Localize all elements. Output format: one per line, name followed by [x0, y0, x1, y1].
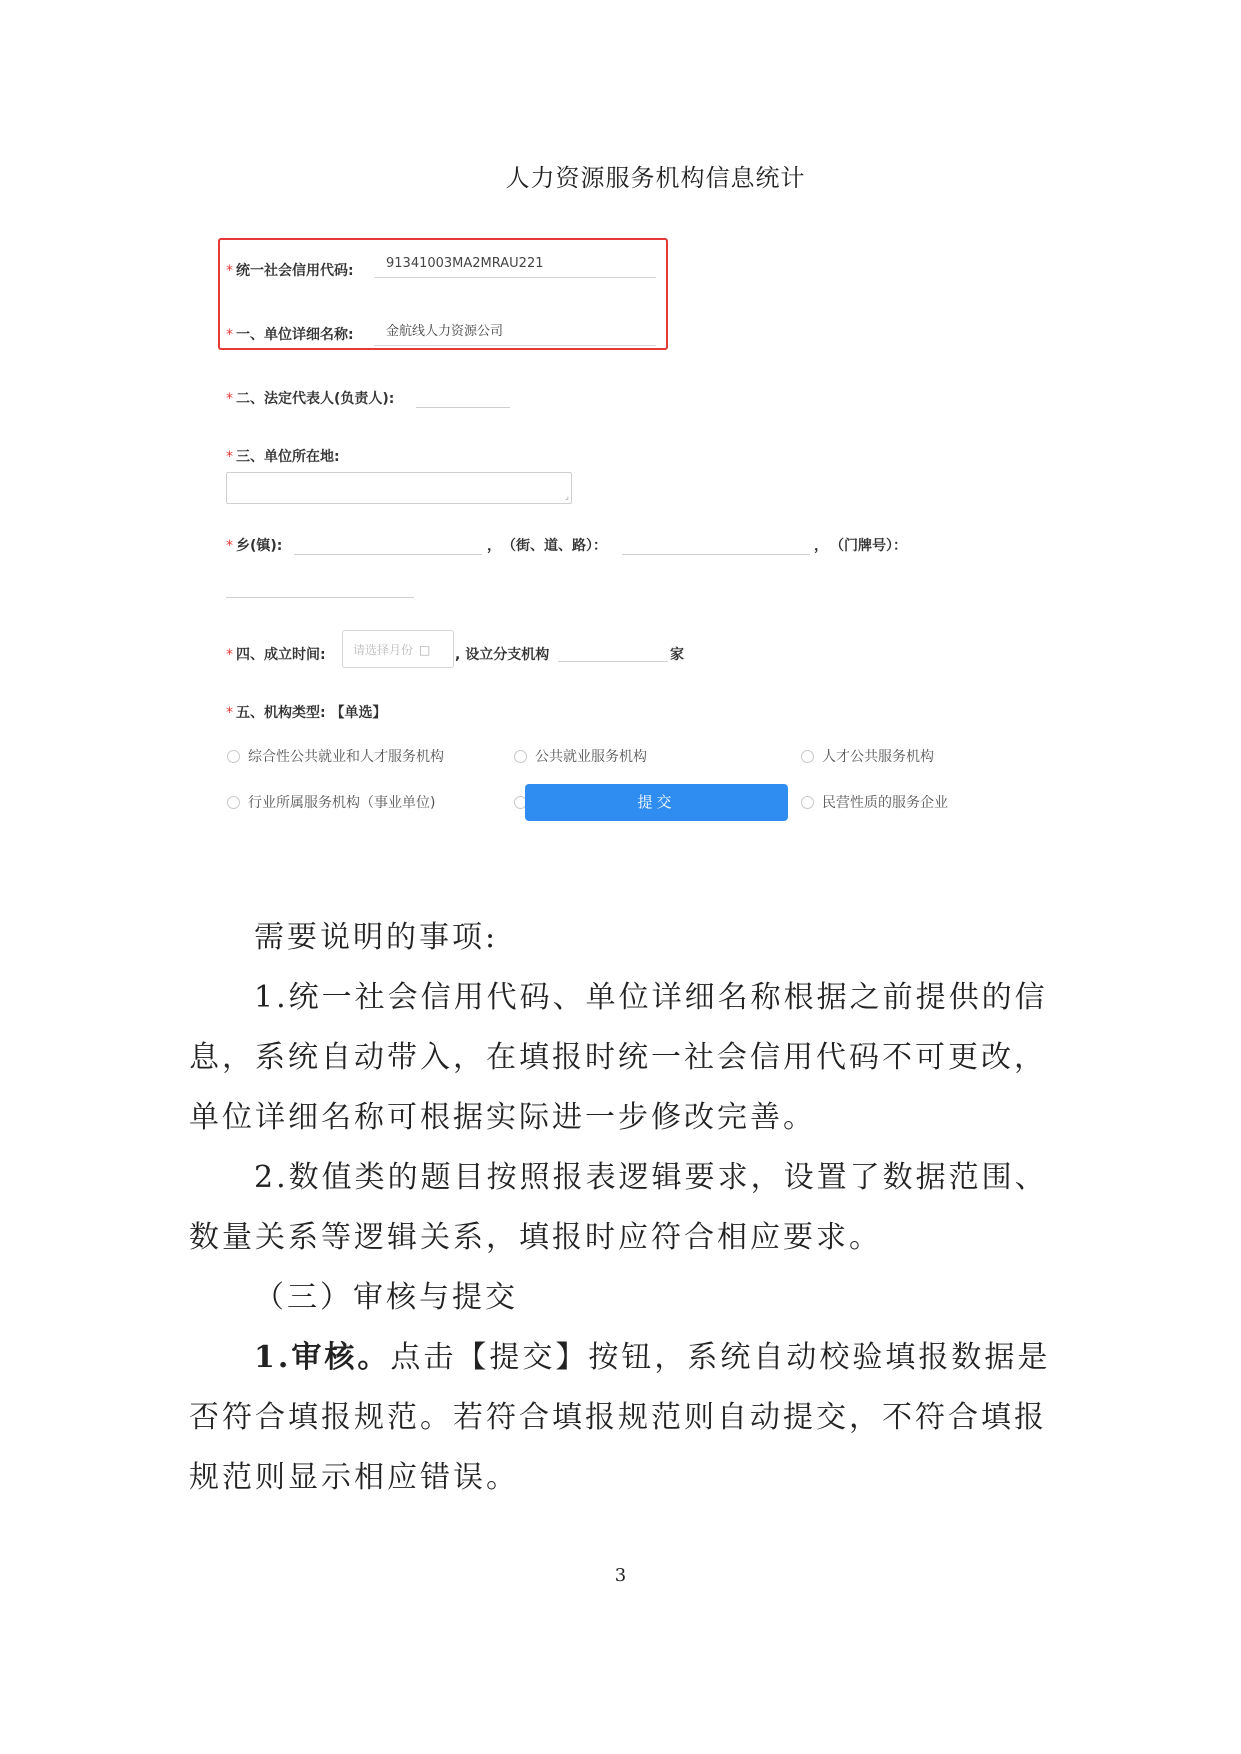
doc-paragraph-line: 单位详细名称可根据实际进一步修改完善。: [189, 1100, 816, 1135]
unit-name-label: [226, 324, 354, 344]
doc-heading: 需要说明的事项:: [254, 920, 499, 955]
comma: ，: [814, 538, 828, 554]
legal-rep-label-text: 二、法定代表人(负责人):: [236, 391, 395, 407]
radio-button[interactable]: [801, 796, 814, 809]
doc-paragraph-line: 1.统一社会信用代码、单位详细名称根据之前提供的信: [254, 980, 1048, 1015]
month-picker-placeholder: 请选择月份: [353, 643, 414, 657]
required-mark: *: [226, 538, 233, 554]
established-label: [226, 644, 326, 664]
doc-paragraph-line: 数量关系等逻辑关系，填报时应符合相应要求。: [189, 1220, 882, 1255]
legal-rep-input[interactable]: [416, 406, 510, 408]
doc-paragraph-line: [254, 1332, 1050, 1376]
radio-option-label[interactable]: 民营性质的服务企业: [822, 795, 948, 811]
street-input[interactable]: [622, 553, 810, 555]
required-mark: *: [226, 263, 233, 279]
radio-button[interactable]: [801, 750, 814, 763]
doc-paragraph-line: 规范则显示相应错误。: [189, 1460, 519, 1495]
town-label: [226, 535, 282, 555]
credit-code-input[interactable]: 91341003MA2MRAU221: [374, 256, 656, 278]
credit-code-label: [226, 260, 354, 280]
door-label: （门牌号）：: [830, 538, 907, 554]
type-label-text: 五、机构类型: 【单选】: [236, 705, 387, 721]
unit-name-label-text: 一、单位详细名称:: [236, 327, 354, 343]
location-label-text: 三、单位所在地:: [236, 449, 340, 465]
submit-button[interactable]: 提交: [525, 784, 788, 821]
branch-count-input[interactable]: [558, 660, 668, 662]
page-number: 3: [614, 1565, 627, 1586]
doc-paragraph-line: 否符合填报规范。若符合填报规范则自动提交，不符合填报: [189, 1400, 1047, 1435]
unit-name-input[interactable]: 金航线人力资源公司: [374, 320, 656, 346]
doc-paragraph-text: 点击【提交】按钮，系统自动校验填报数据是: [390, 1340, 1051, 1375]
radio-option-label[interactable]: 人才公共服务机构: [822, 749, 934, 765]
doc-bold-lead: 1.审核。: [254, 1340, 391, 1375]
doc-paragraph-line: 息，系统自动带入，在填报时统一社会信用代码不可更改，: [189, 1040, 1047, 1075]
street-label: （街、道、路）：: [502, 538, 607, 554]
doc-paragraph-line: 2.数值类的题目按照报表逻辑要求，设置了数据范围、: [254, 1160, 1048, 1195]
required-mark: *: [226, 449, 233, 465]
branch-label: , 设立分支机构: [455, 647, 550, 663]
required-mark: *: [226, 327, 233, 343]
required-mark: *: [226, 647, 233, 663]
established-label-text: 四、成立时间:: [236, 647, 326, 663]
location-textarea[interactable]: [226, 472, 572, 504]
calendar-icon: □: [419, 643, 431, 657]
legal-rep-label: [226, 388, 394, 408]
radio-button[interactable]: [227, 796, 240, 809]
town-label-text: 乡(镇):: [236, 538, 283, 554]
resize-handle-icon[interactable]: ⌟: [564, 492, 569, 502]
month-picker[interactable]: [342, 630, 454, 668]
comma: ，: [487, 538, 501, 554]
radio-option-label[interactable]: 行业所属服务机构（事业单位): [248, 795, 436, 811]
radio-option-label[interactable]: 公共就业服务机构: [535, 749, 647, 765]
radio-button[interactable]: [514, 750, 527, 763]
doc-section-heading: （三）审核与提交: [254, 1280, 518, 1315]
location-label: [226, 446, 340, 466]
required-mark: *: [226, 391, 233, 407]
branch-unit: 家: [670, 647, 684, 663]
credit-code-label-text: 统一社会信用代码:: [236, 263, 354, 279]
type-label: [226, 702, 386, 722]
radio-button[interactable]: [227, 750, 240, 763]
town-input[interactable]: [294, 553, 482, 555]
radio-option-label[interactable]: 综合性公共就业和人才服务机构: [248, 749, 444, 765]
required-mark: *: [226, 705, 233, 721]
form-title: 人力资源服务机构信息统计: [505, 164, 806, 192]
door-input[interactable]: [226, 596, 414, 598]
